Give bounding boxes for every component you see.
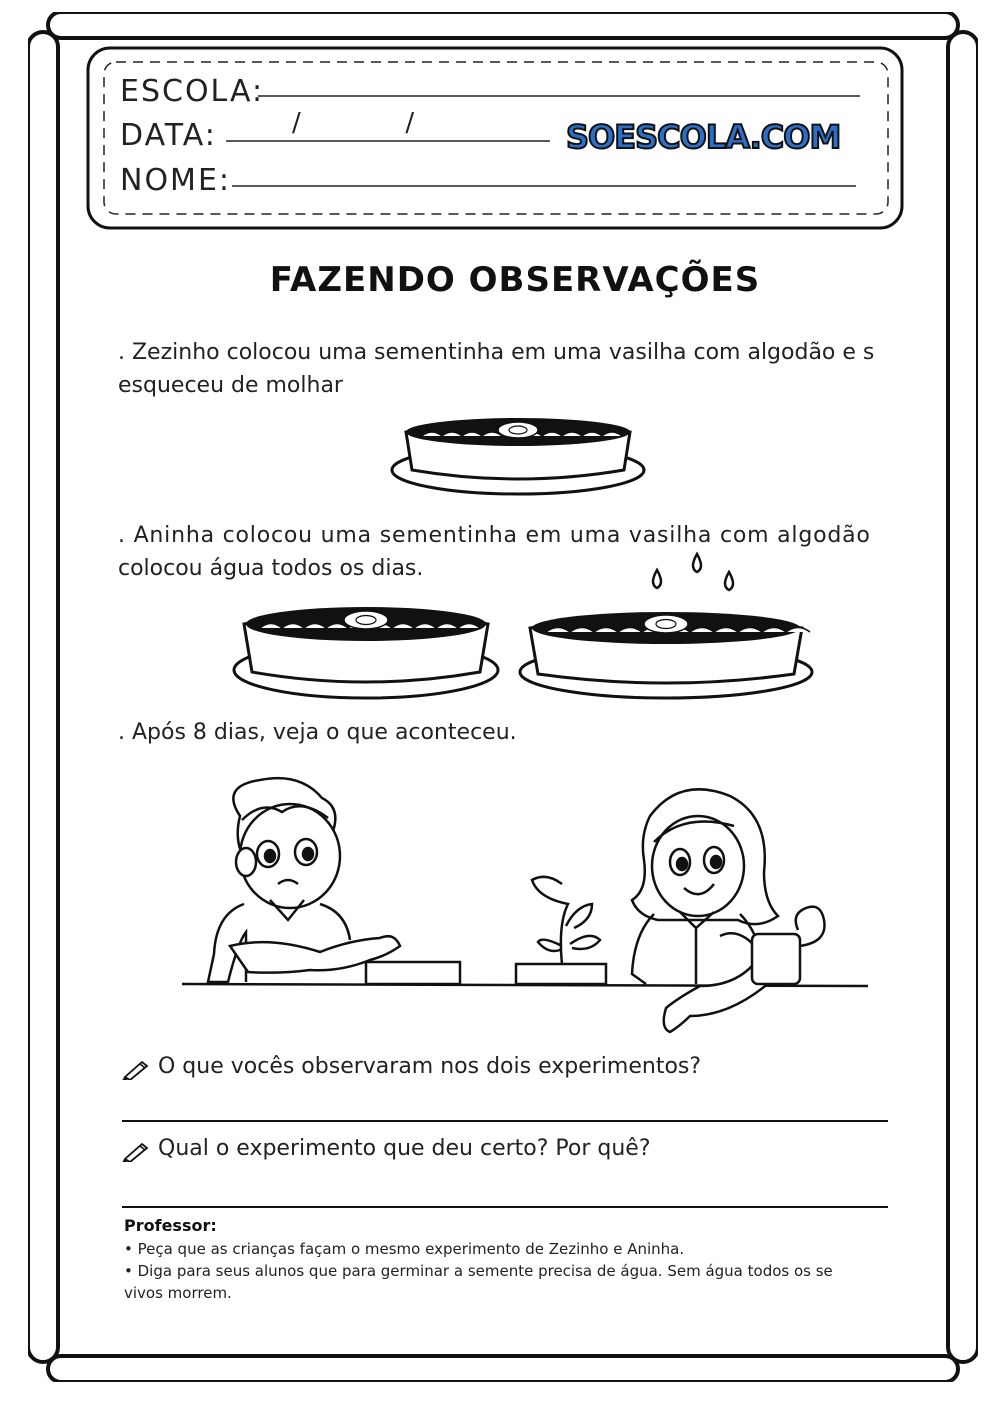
teacher-note-line-3: vivos morrem. [124,1284,232,1302]
paragraph-aninha-line1: . Aninha colocou uma sementinha em uma vasilha com algodão [118,523,871,548]
teacher-note-line-1: • Peça que as crianças façam o mesmo experimento de Zezinho e Aninha. [124,1240,685,1258]
teacher-note-line-2: • Diga para seus alunos que para germinar a semente precisa de água. Sem água todos os se [124,1262,833,1280]
page-title: FAZENDO OBSERVAÇÕES [269,260,761,300]
girl-illustration [632,789,825,1032]
answer-line-2[interactable] [122,1206,888,1208]
brand-logo: SOESCOLA.COM [566,118,841,156]
water-drops-icon [645,548,745,600]
plant-pot-illustration [516,877,606,984]
data-label: DATA: [120,118,217,153]
question-1: O que vocês observaram nos dois experimentos? [158,1054,702,1079]
paragraph-zezinho [118,336,888,402]
answer-line-1[interactable] [122,1120,888,1122]
nome-label: NOME: [120,163,232,198]
pencil-icon [122,1058,150,1080]
dish-aninha-illustration [230,596,502,704]
children-scene-illustration [180,776,870,1046]
date-separators: / / [292,108,417,138]
question-2: Qual o experimento que deu certo? Por quê? [158,1136,651,1161]
dish-dry-illustration [388,410,648,500]
paragraph-zezinho-line1: . Zezinho colocou uma sementinha em uma vasilha com algodão e s [118,340,875,365]
escola-label: ESCOLA: [120,74,265,109]
pencil-icon [122,1140,150,1162]
teacher-note-heading: Professor: [124,1216,217,1235]
dish-watered-illustration [516,598,816,704]
paragraph-aninha-line2: colocou água todos os dias. [118,556,424,581]
paragraph-aninha [118,519,888,585]
paragraph-result: . Após 8 dias, veja o que aconteceu. [118,720,517,745]
paragraph-zezinho-line2: esqueceu de molhar [118,373,343,398]
boy-illustration [208,778,460,984]
